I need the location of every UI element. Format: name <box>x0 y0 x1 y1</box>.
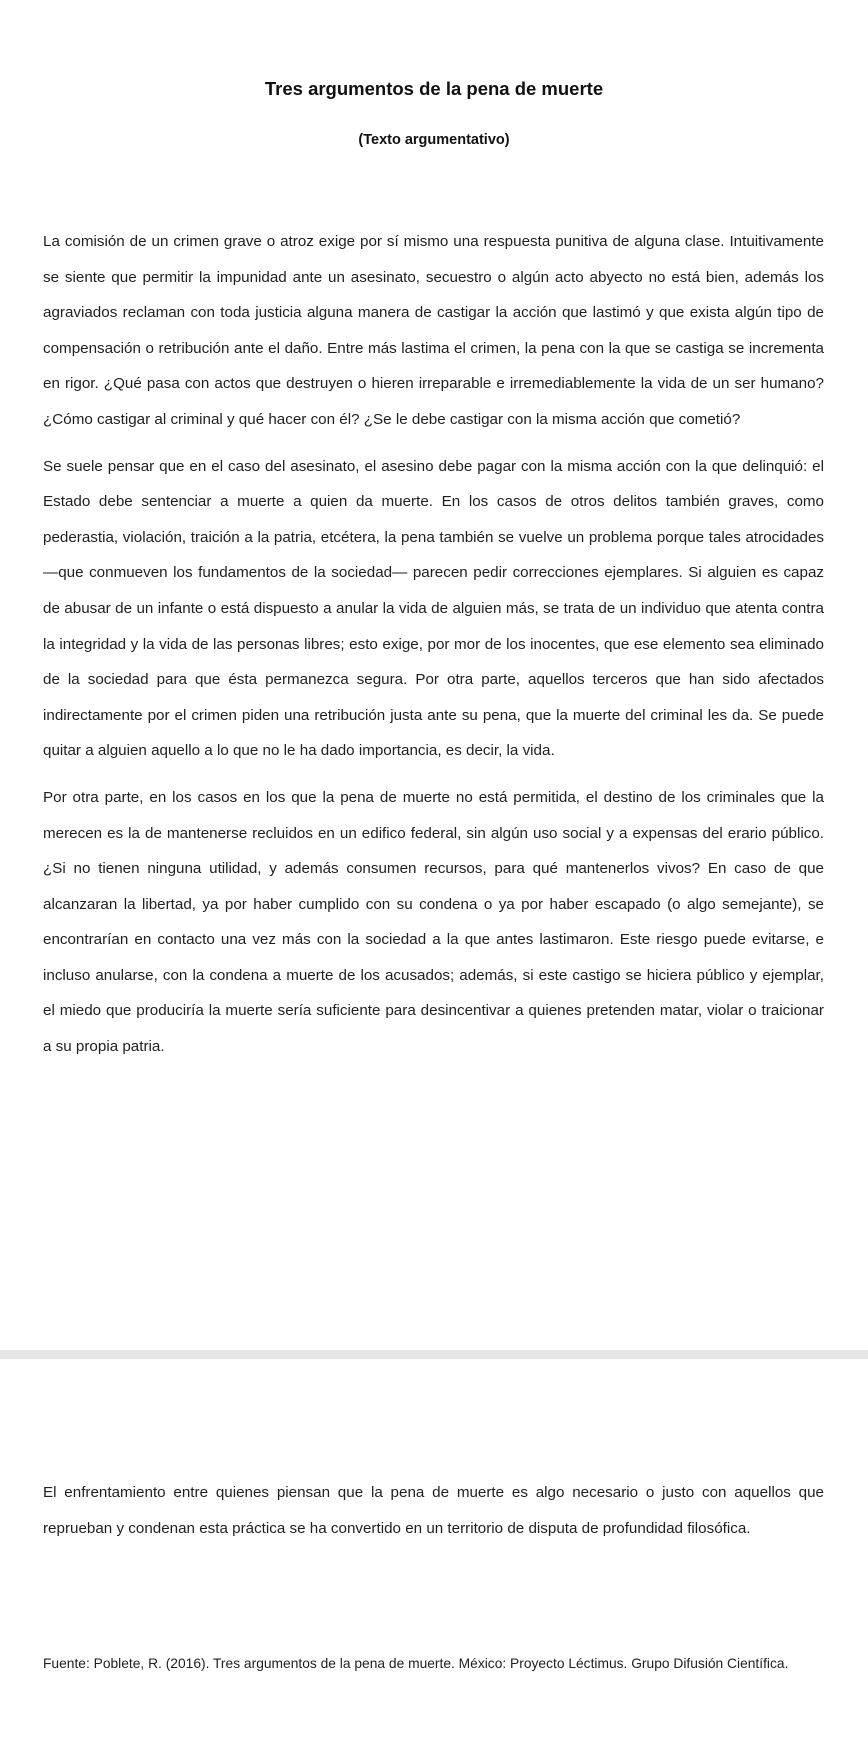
paragraph-2: Se suele pensar que en el caso del asesinato, el asesino debe pagar con la misma acción con la que delinquió: el Estado debe sentenciar a muerte a quien da muerte. En los casos de otros delitos también graves, como pederastia, violación, traición a la patria, etcétera, la pena también se vuelve un problema porque tales atrocidades —que conmueven los fundamentos de la sociedad— parecen pedir correcciones ejemplares. Si alguien es capaz de abusar de un infante o está dispuesto a anular la vida de alguien más, se trata de un individuo que atenta contra la integridad y la vida de las personas libres; esto exige, por mor de los inocentes, que ese elemento sea eliminado de la sociedad para que ésta permanezca segura. Por otra parte, aquellos terceros que han sido afectados indirectamente por el crimen piden una retribución justa ante su pena, que la muerte del criminal les da. Se puede quitar a alguien aquello a lo que no le ha dado importancia, es decir, la vida. <box>43 457 824 760</box>
source-citation: Fuente: Poblete, R. (2016). Tres argumentos de la pena de muerte. México: Proyecto Léctimus. Grupo Difusión Científica. <box>43 1656 789 1671</box>
paragraph-1: La comisión de un crimen grave o atroz exige por sí mismo una respuesta punitiva de alguna clase. Intuitivamente se siente que permitir la impunidad ante un asesinato, secuestro o algún acto abyecto no está bien, además los agraviados reclaman con toda justicia alguna manera de castigar la acción que lastimó y que exista algún tipo de compensación o retribución ante el daño. Entre más lastima el crimen, la pena con la que se castiga se incrementa en rigor. ¿Qué pasa con actos que destruyen o hieren irreparable e irremediablemente la vida de un ser humano? ¿Cómo castigar al criminal y qué hacer con él? ¿Se le debe castigar con la misma acción que cometió? <box>43 233 824 428</box>
document-body-continued <box>43 1475 824 1557</box>
document-title: Tres argumentos de la pena de muerte <box>264 78 604 99</box>
document-subtitle: (Texto argumentativo) <box>358 132 510 148</box>
page-separator <box>0 1350 868 1359</box>
document-body <box>43 224 824 1076</box>
document-page-2 <box>0 1359 868 1758</box>
paragraph-4: El enfrentamiento entre quienes piensan que la pena de muerte es algo necesario o justo con aquellos que reprueban y condenan esta práctica se ha convertido en un territorio de disputa de profundidad filosófica. <box>43 1484 824 1537</box>
paragraph-3: Por otra parte, en los casos en los que la pena de muerte no está permitida, el destino de los criminales que la merecen es la de mantenerse recluidos en un edifico federal, sin algún uso social y a expensas del erario público. ¿Si no tienen ninguna utilidad, y además consumen recursos, para qué mantenerlos vivos? En caso de que alcanzaran la libertad, ya por haber cumplido con su condena o ya por haber escapado (o algo semejante), se encontrarían en contacto una vez más con la sociedad a la que antes lastimaron. Este riesgo puede evitarse, e incluso anularse, con la condena a muerte de los acusados; además, si este castigo se hiciera público y ejemplar, el miedo que produciría la muerte sería suficiente para desincentivar a quienes pretenden matar, violar o traicionar a su propia patria. <box>43 788 824 1056</box>
